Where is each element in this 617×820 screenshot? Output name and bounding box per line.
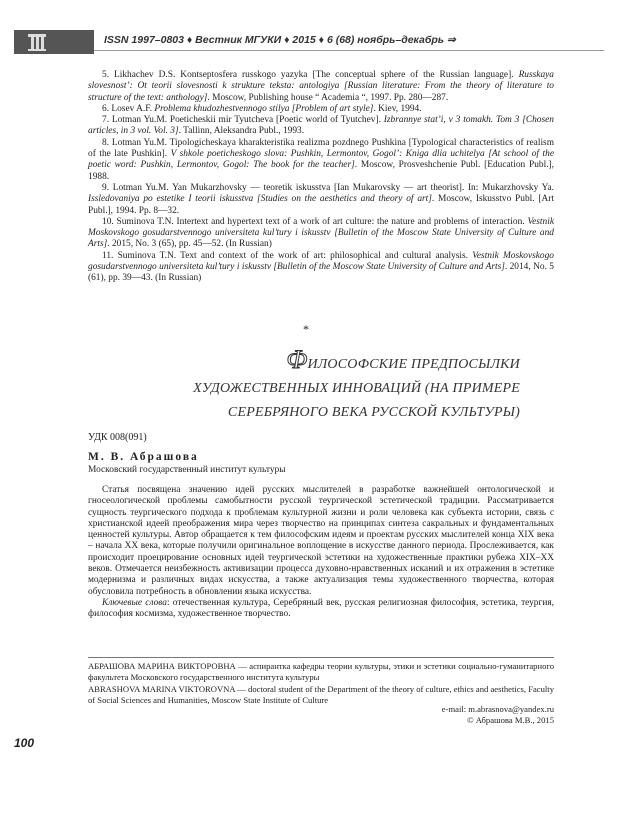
header-rule [94, 50, 604, 51]
title-dropcap: Ф [286, 345, 308, 374]
email: e-mail: m.abrasnova@yandex.ru [441, 704, 554, 714]
author-bio [88, 661, 554, 707]
keywords: Ключевые слова: отечественная культура, Серебряный век, русская религиозная философия, эстетика, теургия, философия космизма, художественное творчество. [88, 597, 554, 620]
column-icon [22, 32, 86, 52]
abstract [88, 485, 554, 621]
reference-item: 10. Suminova T.N. Intertext and hypertext text of a work of art culture: the nature and problems of interaction. Vestnik Moskovskogo gosudarstvennogo universiteta kul’tury i iskusstv [Bulletin of the Moscow State University of Culture and Arts]. 2015, No. 3 (65), pp. 45—52. (In Russian) [88, 216, 554, 250]
references-list [88, 70, 554, 285]
copyright: © Абрашова М.В., 2015 [467, 714, 554, 725]
reference-item: 9. Lotman Yu.M. Yan Mukarzhovsky — teoretik iskusstva [Ian Mukarovsky — art theorist]. In: Mukarzhovsky Ya. Issledovaniya po estetike I teorii iskusstva [Studies on the aesthetics and theory of art]. Moscow, Iskusstvo Publ. [Art Publ.], 1994. Pp. 8—32. [88, 182, 554, 216]
abstract-text: Статья посвящена значению идей русских мыслителей в разработке важнейшей онтологической и гносеологической проблемы самобытности русской теургической эстетической традиции. Рассматривается сущность теургического подхода к проблемам культурной жизни и роли человека как субъекта истории, связь с христианской идеей преображения мира через творчество на принципах синтеза сакральных и фундаментальных ценностей культуры. Автор обращается к тем философским идеям и проектам русских мыслителей конца XIX века – начала XX века, которые получили оригинальное воплощение в искусстве данного периода. Прослеживается, как происходит проецирование основных идей теургической эстетики на художественные практики рубежа XIX–XX веков. Отмечается неизбежность активизации процесса духовно-нравственных исканий и их отражения в эстетике модернизма и различных видах искусства, а также актуализация темы художественного творчества, которая обусловила потребность в обновлении языка искусства. [88, 485, 554, 597]
author-name: М. В. Абрашова [88, 451, 199, 463]
section-separator: * [303, 322, 309, 336]
bio-en: ABRASHOVA MARINA VIKTOROVNA — doctoral student of the Department of the theory of culture, ethics and aesthetics, Faculty of Social Sciences and Humanities, Moscow State Institute of Culture [88, 684, 554, 705]
author-affiliation: Московский государственный институт культуры [88, 465, 286, 475]
reference-item: 11. Suminova T.N. Text and context of the work of art: philosophical and cultural analysis. Vestnik Moskovskogo gosudarstvennogo universiteta kul’tury i iskusstv [Bulletin of the Moscow State University of Culture and Arts]. 2014, No. 5 (61), pp. 39—43. (In Russian) [88, 250, 554, 284]
author-contact [300, 704, 554, 725]
article-title: ФИЛОСОФСКИЕ ПРЕДПОСЫЛКИ ХУДОЖЕСТВЕННЫХ ИННОВАЦИЙ (НА ПРИМЕРЕ СЕРЕБРЯНОГО ВЕКА РУССКОЙ КУЛЬТУРЫ) [193, 345, 520, 420]
reference-item: 8. Lotman Yu.M. Tipologicheskaya kharakteristika realizma pozdnego Pushkina [Typological characteristics of realism of the late Pushkin]. V shkole poeticheskogo slova: Pushkin, Lermontov, Gogol’: Kniga dlia uchitelya [At school of the poetic word: Pushkin, Lermontov, Gogol: The book for the teacher]. Moscow, Prosveshchenie Publ. [Education Publ.], 1988. [88, 137, 555, 182]
journal-header [14, 30, 604, 56]
journal-logo [14, 30, 94, 54]
bio-ru: АБРАШОВА МАРИНА ВИКТОРОВНА — аспирантка кафедры теории культуры, этики и эстетики социально-гуманитарного факультета Московского государственного института культуры [88, 661, 554, 682]
footer-rule [88, 657, 554, 658]
udk-code: УДК 008(091) [88, 432, 147, 443]
reference-item: 5. Likhachev D.S. Kontseptosfera russkogo yazyka [The conceptual sphere of the Russian language]. Russkaya slovesnost’: Ot teorii slovesnosti k strukture teksta: antologiya [Russian literature: From the theory of literature to structure of the text: anthology]. Moscow, Publishing house “ Academia “, 1997. Pp. 280—287. [88, 70, 554, 103]
journal-header-text: ISSN 1997–0803 ♦ Вестник МГУКИ ♦ 2015 ♦ 6 (68) ноябрь–декабрь ⇒ [104, 34, 456, 46]
reference-item: 7. Lotman Yu.M. Poeticheskii mir Tyutcheva [Poetic world of Tyutchev]. Izbrannye stat’i, v 3 tomakh. Tom 3 [Chosen articles, in 3 vol. Vol. 3]. Tallinn, Aleksandra Publ., 1993. [88, 115, 554, 137]
page-number: 100 [14, 736, 35, 750]
reference-item: 6. Losev A.F. Problema khudozhestvennogo stilya [Problem of art style]. Kiev, 1994. [102, 103, 422, 114]
